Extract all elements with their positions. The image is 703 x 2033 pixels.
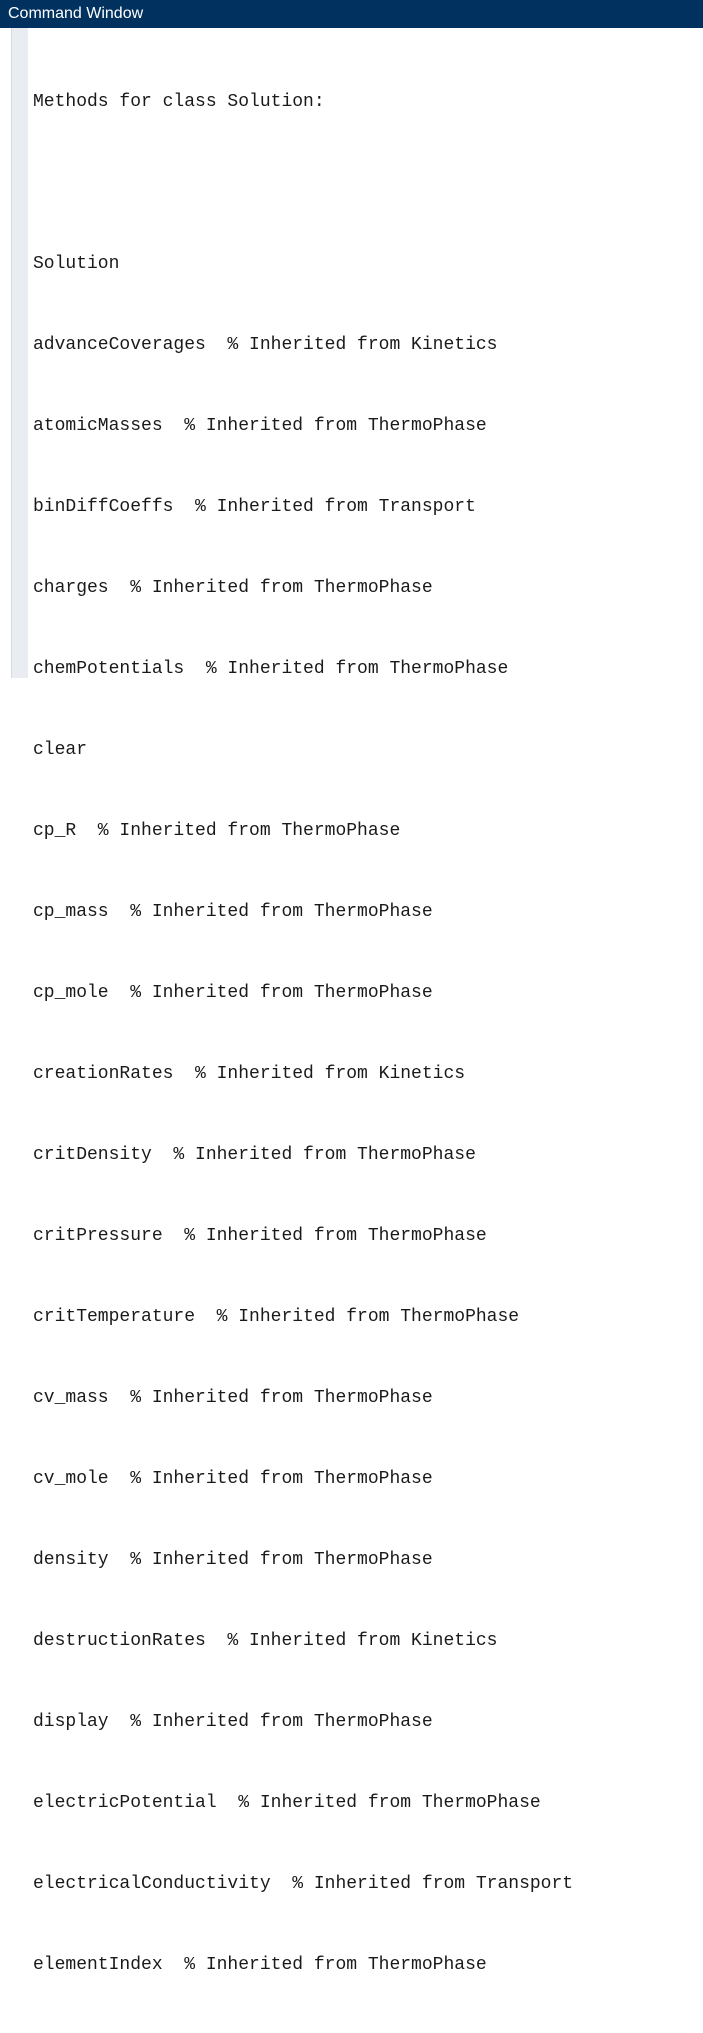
method-line: cp_mass % Inherited from ThermoPhase xyxy=(33,902,433,922)
method-line: critTemperature % Inherited from ThermoPhase xyxy=(33,1307,520,1327)
method-line: creationRates % Inherited from Kinetics xyxy=(33,1064,466,1084)
method-line: electricPotential % Inherited from ThermoPhase xyxy=(33,1793,541,1813)
gutter-bar xyxy=(11,28,28,678)
left-margin xyxy=(0,28,11,678)
method-line: charges % Inherited from ThermoPhase xyxy=(33,578,433,598)
method-line: cp_mole % Inherited from ThermoPhase xyxy=(33,983,433,1003)
command-window-title: Command Window xyxy=(0,0,703,28)
method-line: critDensity % Inherited from ThermoPhase xyxy=(33,1145,476,1165)
method-line: elementIndex % Inherited from ThermoPhase xyxy=(33,1955,487,1975)
method-line: atomicMasses % Inherited from ThermoPhase xyxy=(33,416,487,436)
method-line: electricalConductivity % Inherited from Transport xyxy=(33,1874,574,1894)
method-line: advanceCoverages % Inherited from Kinetics xyxy=(33,335,498,355)
method-line: cv_mass % Inherited from ThermoPhase xyxy=(33,1388,433,1408)
method-line: density % Inherited from ThermoPhase xyxy=(33,1550,433,1570)
command-output xyxy=(33,35,573,2033)
method-line: chemPotentials % Inherited from ThermoPhase xyxy=(33,659,509,679)
method-line: cv_mole % Inherited from ThermoPhase xyxy=(33,1469,433,1489)
output-header: Methods for class Solution: xyxy=(33,92,325,112)
method-line: clear xyxy=(33,740,88,760)
method-line: critPressure % Inherited from ThermoPhase xyxy=(33,1226,487,1246)
method-line: destructionRates % Inherited from Kinetics xyxy=(33,1631,498,1651)
command-output-area[interactable] xyxy=(28,28,703,1975)
method-line: cp_R % Inherited from ThermoPhase xyxy=(33,821,401,841)
method-line: display % Inherited from ThermoPhase xyxy=(33,1712,433,1732)
method-line: Solution xyxy=(33,254,120,274)
blank-line xyxy=(33,170,573,197)
method-line: binDiffCoeffs % Inherited from Transport xyxy=(33,497,476,517)
